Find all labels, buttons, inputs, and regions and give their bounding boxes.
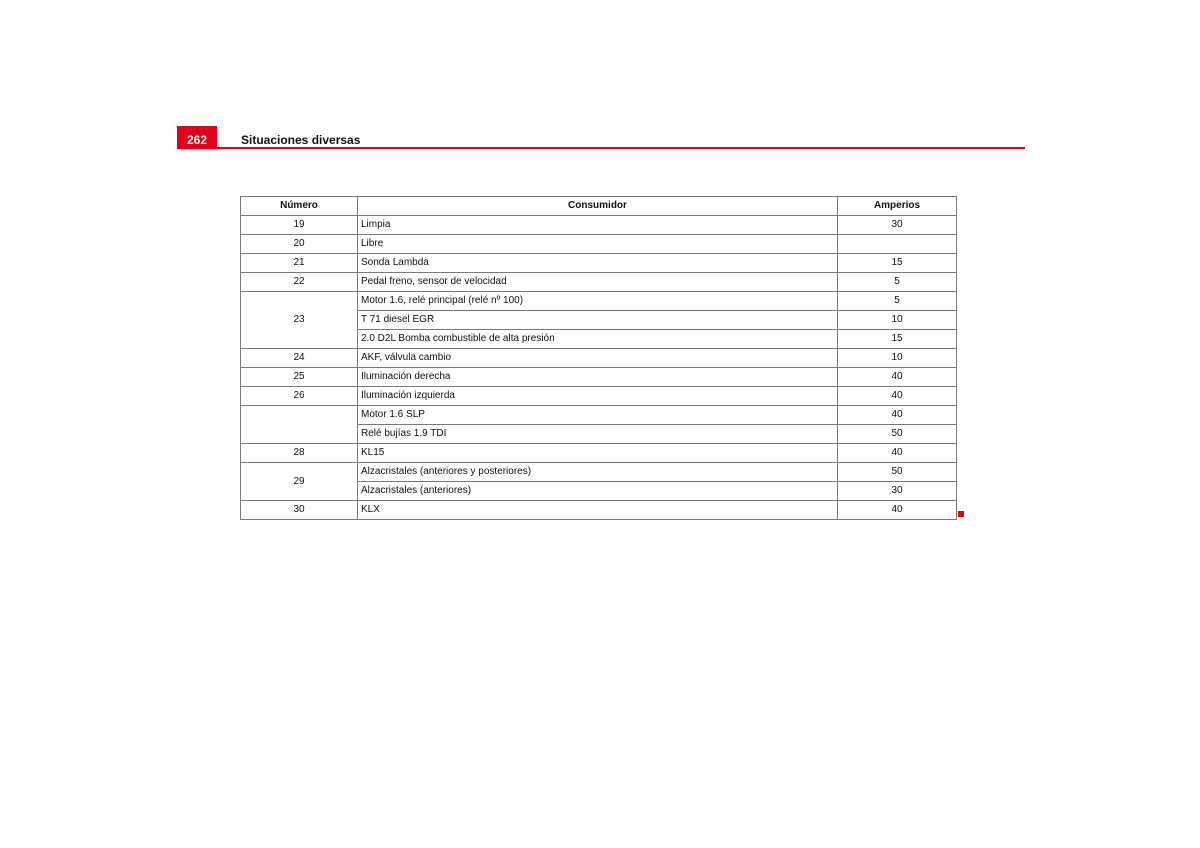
table-row xyxy=(241,349,957,368)
cell-numero: 28 xyxy=(241,444,358,463)
cell-numero: 26 xyxy=(241,387,358,406)
table-header-row xyxy=(241,197,957,216)
end-of-section-marker xyxy=(958,511,964,517)
cell-consumidor: 2.0 D2L Bomba combustible de alta presión xyxy=(358,330,838,349)
column-header-consumidor: Consumidor xyxy=(358,197,838,216)
cell-amperios: 40 xyxy=(838,406,957,425)
table-row xyxy=(241,368,957,387)
cell-amperios: 10 xyxy=(838,349,957,368)
cell-numero xyxy=(241,406,358,444)
cell-numero: 29 xyxy=(241,463,358,501)
cell-numero: 30 xyxy=(241,501,358,520)
table-row xyxy=(241,444,957,463)
cell-consumidor: T 71 diesel EGR xyxy=(358,311,838,330)
cell-amperios: 30 xyxy=(838,482,957,501)
cell-numero: 19 xyxy=(241,216,358,235)
cell-amperios: 30 xyxy=(838,216,957,235)
cell-consumidor: Relé bujías 1.9 TDI xyxy=(358,425,838,444)
cell-consumidor: AKF, válvula cambio xyxy=(358,349,838,368)
cell-numero: 21 xyxy=(241,254,358,273)
cell-amperios xyxy=(838,235,957,254)
cell-consumidor: Alzacristales (anteriores) xyxy=(358,482,838,501)
cell-numero: 20 xyxy=(241,235,358,254)
page-number: 262 xyxy=(177,126,217,149)
cell-consumidor: Pedal freno, sensor de velocidad xyxy=(358,273,838,292)
cell-amperios: 10 xyxy=(838,311,957,330)
column-header-amperios: Amperios xyxy=(838,197,957,216)
cell-amperios: 15 xyxy=(838,254,957,273)
table-row xyxy=(241,501,957,520)
column-header-numero: Número xyxy=(241,197,358,216)
cell-consumidor: Sonda Lambda xyxy=(358,254,838,273)
table-row xyxy=(241,292,957,311)
cell-numero: 25 xyxy=(241,368,358,387)
cell-amperios: 40 xyxy=(838,501,957,520)
table-row xyxy=(241,216,957,235)
cell-amperios: 40 xyxy=(838,368,957,387)
table-row xyxy=(241,273,957,292)
cell-consumidor: Limpia xyxy=(358,216,838,235)
cell-consumidor: Iluminación izquierda xyxy=(358,387,838,406)
cell-consumidor: Motor 1.6 SLP xyxy=(358,406,838,425)
header-divider xyxy=(177,147,1025,149)
cell-amperios: 5 xyxy=(838,273,957,292)
table-row xyxy=(241,235,957,254)
cell-amperios: 40 xyxy=(838,387,957,406)
cell-consumidor: Alzacristales (anteriores y posteriores) xyxy=(358,463,838,482)
cell-consumidor: Iluminación derecha xyxy=(358,368,838,387)
table-body xyxy=(241,216,957,520)
cell-numero: 23 xyxy=(241,292,358,349)
cell-consumidor: Libre xyxy=(358,235,838,254)
fuse-table xyxy=(240,196,957,520)
cell-amperios: 50 xyxy=(838,463,957,482)
table-row xyxy=(241,387,957,406)
table-row xyxy=(241,463,957,482)
cell-amperios: 40 xyxy=(838,444,957,463)
cell-numero: 22 xyxy=(241,273,358,292)
cell-consumidor: KLX xyxy=(358,501,838,520)
cell-amperios: 50 xyxy=(838,425,957,444)
section-title: Situaciones diversas xyxy=(241,133,361,147)
table-row xyxy=(241,254,957,273)
cell-consumidor: KL15 xyxy=(358,444,838,463)
cell-amperios: 5 xyxy=(838,292,957,311)
cell-numero: 24 xyxy=(241,349,358,368)
cell-amperios: 15 xyxy=(838,330,957,349)
table-row xyxy=(241,406,957,425)
cell-consumidor: Motor 1.6, relé principal (relé nº 100) xyxy=(358,292,838,311)
